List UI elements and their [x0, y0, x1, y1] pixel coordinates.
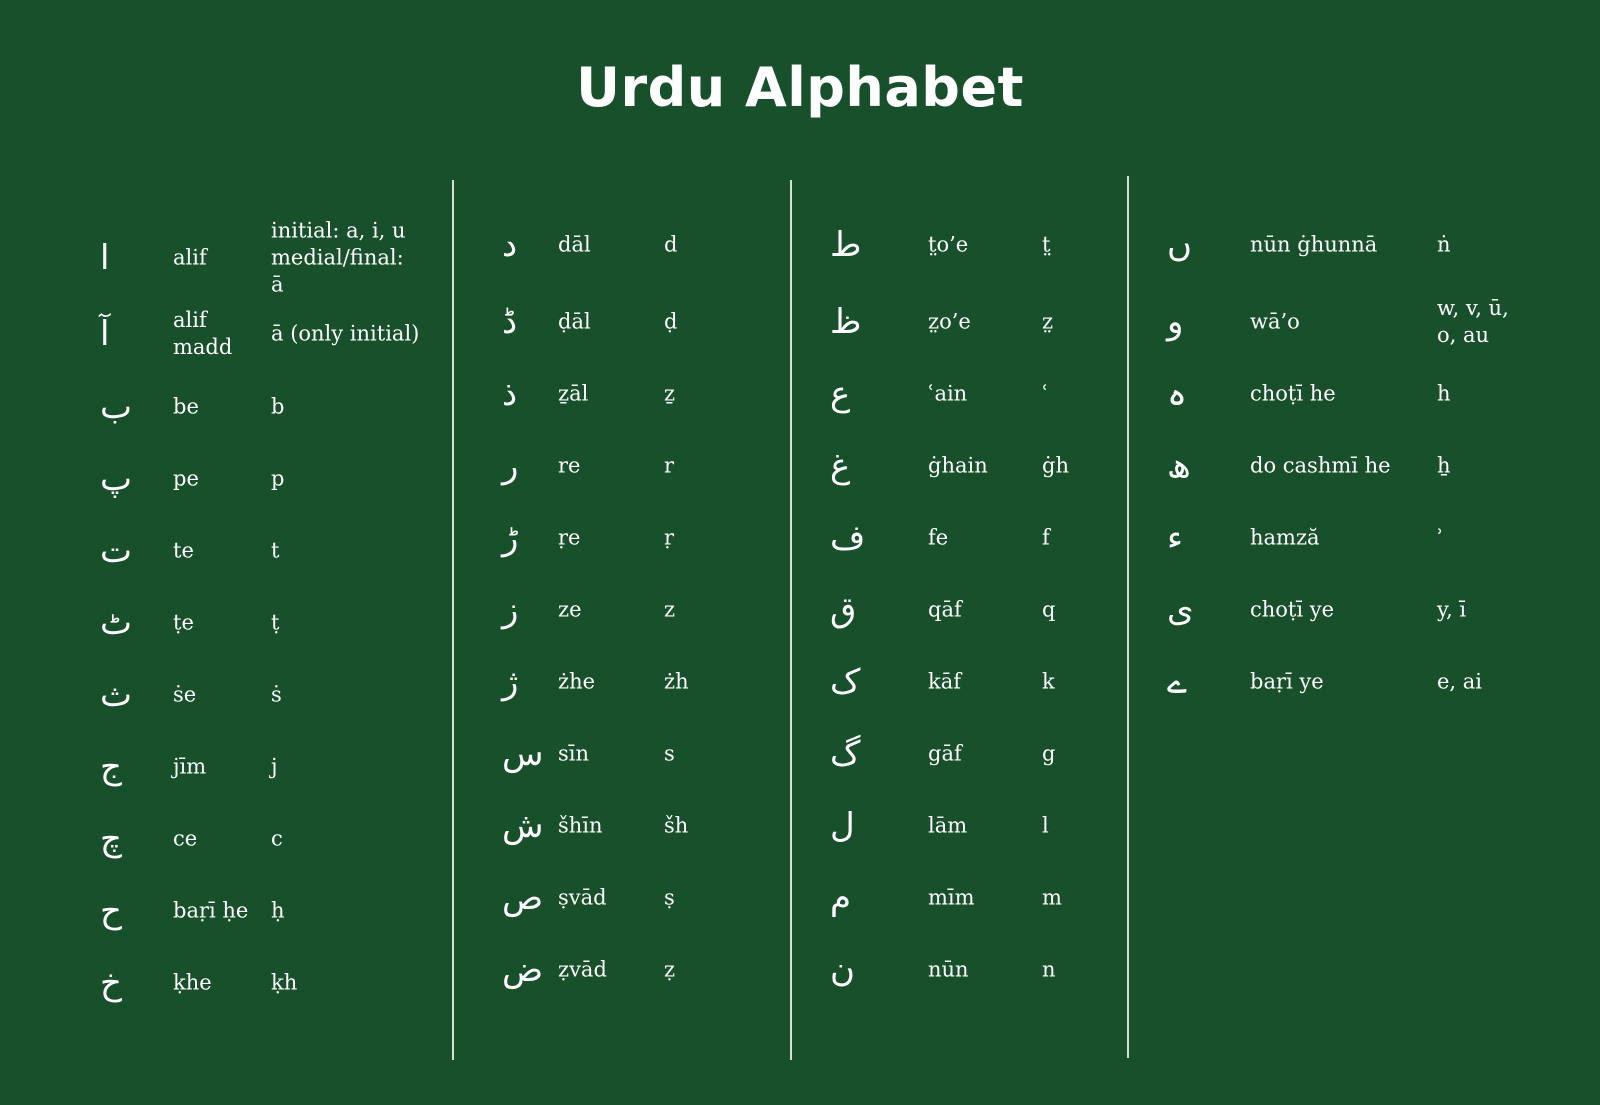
- letter-name: šhīn: [558, 813, 603, 838]
- letter-name: choṭī he: [1250, 381, 1336, 406]
- letter-name: ḳhe: [173, 970, 212, 995]
- letter-name: ṡe: [173, 682, 197, 707]
- urdu-letter-glyph: ص: [502, 878, 544, 918]
- urdu-letter-glyph: م: [830, 878, 852, 918]
- letter-name: ce: [173, 826, 198, 851]
- letter-name: qāf: [928, 597, 962, 622]
- urdu-letter-glyph: چ: [100, 819, 122, 859]
- urdu-letter-glyph: ا: [100, 238, 110, 278]
- letter-name: lām: [928, 813, 968, 838]
- letter-name: mīm: [928, 885, 975, 910]
- letter-name: jīm: [173, 754, 207, 779]
- letter-transliteration: m: [1042, 885, 1062, 910]
- urdu-letter-glyph: ژ: [502, 662, 519, 702]
- letter-name: be: [173, 394, 199, 419]
- letter-transliteration: z̤: [1042, 309, 1054, 334]
- urdu-letter-glyph: ب: [100, 387, 133, 427]
- letter-transliteration: w, v, ū, o, au: [1437, 296, 1509, 347]
- letter-transliteration: f: [1042, 525, 1050, 550]
- urdu-letter-glyph: ض: [502, 950, 544, 990]
- letter-name: z̤o’e: [928, 309, 971, 334]
- urdu-letter-glyph: گ: [830, 734, 861, 774]
- letter-transliteration: g: [1042, 741, 1056, 766]
- letter-name: wā’o: [1250, 309, 1300, 334]
- letter-name: baṛī ḥe: [173, 898, 249, 923]
- alphabet-column: [0, 0, 420, 1105]
- urdu-letter-glyph: س: [502, 734, 544, 774]
- letter-name: ḍāl: [558, 309, 591, 334]
- urdu-letter-glyph: ر: [502, 446, 519, 486]
- letter-name: alif: [173, 245, 207, 270]
- urdu-letter-glyph: ڈ: [502, 302, 518, 342]
- letter-name: kāf: [928, 669, 962, 694]
- letter-name: ṣvād: [558, 885, 607, 910]
- letter-name: ṭe: [173, 610, 194, 635]
- urdu-letter-glyph: ڑ: [502, 518, 519, 558]
- letter-transliteration: ṡ: [271, 682, 282, 707]
- letter-transliteration: l: [1042, 813, 1049, 838]
- letter-transliteration: y, ī: [1437, 597, 1467, 622]
- urdu-letter-glyph: ک: [830, 662, 861, 702]
- letter-transliteration: initial: a, i, u medial/final: ā: [271, 218, 406, 297]
- letter-transliteration: c: [271, 826, 283, 851]
- letter-transliteration: ḳh: [271, 970, 298, 995]
- urdu-letter-glyph: ج: [100, 747, 122, 787]
- urdu-letter-glyph: ف: [830, 518, 866, 558]
- urdu-letter-glyph: ن: [830, 950, 855, 990]
- urdu-letter-glyph: ث: [100, 675, 133, 715]
- urdu-letter-glyph: ش: [502, 806, 544, 846]
- letter-transliteration: ṭ: [271, 610, 280, 635]
- letter-transliteration: ṣ: [664, 885, 675, 910]
- letter-name: ze: [558, 597, 582, 622]
- letter-transliteration: ḥ: [271, 898, 285, 923]
- letter-name: choṭī ye: [1250, 597, 1335, 622]
- urdu-letter-glyph: ح: [100, 891, 122, 931]
- letter-transliteration: t: [271, 538, 280, 563]
- letter-name: alif madd: [173, 308, 233, 359]
- letter-transliteration: šh: [664, 813, 689, 838]
- urdu-letter-glyph: ی: [1167, 590, 1194, 630]
- letter-transliteration: t̤: [1042, 232, 1051, 257]
- alphabet-column: [1127, 0, 1509, 1105]
- letter-transliteration: ṛ: [664, 525, 675, 550]
- urdu-letter-glyph: ں: [1167, 225, 1192, 265]
- letter-name: pe: [173, 466, 199, 491]
- urdu-letter-glyph: غ: [830, 446, 851, 486]
- letter-transliteration: ṅ: [1437, 232, 1451, 257]
- letter-transliteration: e, ai: [1437, 669, 1483, 694]
- letter-transliteration: b: [271, 394, 285, 419]
- letter-transliteration: n: [1042, 957, 1056, 982]
- letter-transliteration: ẕ: [664, 381, 676, 406]
- page-title: Urdu Alphabet: [576, 56, 1024, 119]
- letter-name: hamză: [1250, 525, 1320, 550]
- letter-transliteration: ẓ: [664, 957, 676, 982]
- letter-name: ʿain: [928, 381, 968, 406]
- urdu-letter-glyph: ت: [100, 531, 133, 571]
- letter-name: ṛe: [558, 525, 581, 550]
- letter-transliteration: z: [664, 597, 676, 622]
- urdu-letter-glyph: ظ: [830, 302, 862, 342]
- letter-transliteration: p: [271, 466, 285, 491]
- letter-name: do cashmī he: [1250, 453, 1391, 478]
- letter-transliteration: r: [664, 453, 675, 478]
- letter-transliteration: ʾ: [1437, 525, 1444, 550]
- letter-name: fe: [928, 525, 949, 550]
- urdu-letter-glyph: د: [502, 225, 518, 265]
- alphabet-column: [452, 0, 782, 1105]
- letter-transliteration: żh: [664, 669, 689, 694]
- letter-name: żhe: [558, 669, 596, 694]
- urdu-letter-glyph: ے: [1167, 662, 1187, 702]
- letter-transliteration: ẖ: [1437, 453, 1451, 478]
- letter-transliteration: j: [271, 754, 278, 779]
- urdu-letter-glyph: ہ: [1167, 374, 1187, 414]
- letter-transliteration: ā (only initial): [271, 321, 420, 346]
- letter-name: nūn ġhunnā: [1250, 232, 1378, 257]
- alphabet-column: [790, 0, 1120, 1105]
- urdu-letter-glyph: ء: [1167, 518, 1183, 558]
- letter-transliteration: q: [1042, 597, 1056, 622]
- urdu-letter-glyph: ز: [502, 590, 519, 630]
- urdu-letter-glyph: ق: [830, 590, 857, 630]
- letter-transliteration: k: [1042, 669, 1055, 694]
- letter-name: gāf: [928, 741, 962, 766]
- urdu-letter-glyph: آ: [100, 314, 110, 354]
- letter-name: ẕāl: [558, 381, 589, 406]
- urdu-letter-glyph: ع: [830, 374, 851, 414]
- letter-transliteration: ġh: [1042, 453, 1069, 478]
- urdu-letter-glyph: ذ: [502, 374, 518, 414]
- urdu-letter-glyph: خ: [100, 963, 122, 1003]
- letter-name: dāl: [558, 232, 591, 257]
- urdu-letter-glyph: ل: [830, 806, 855, 846]
- urdu-letter-glyph: ٹ: [100, 603, 133, 643]
- letter-transliteration: d: [664, 232, 678, 257]
- letter-name: t̤o’e: [928, 232, 969, 257]
- letter-transliteration: ḍ: [664, 309, 678, 334]
- letter-name: te: [173, 538, 194, 563]
- urdu-letter-glyph: ھ: [1167, 446, 1191, 486]
- letter-name: nūn: [928, 957, 969, 982]
- urdu-letter-glyph: و: [1167, 302, 1184, 342]
- letter-transliteration: ʿ: [1042, 381, 1049, 406]
- letter-transliteration: s: [664, 741, 675, 766]
- letter-transliteration: h: [1437, 381, 1451, 406]
- letter-name: baṛī ye: [1250, 669, 1324, 694]
- letter-name: ẓvād: [558, 957, 607, 982]
- urdu-letter-glyph: پ: [100, 459, 133, 499]
- urdu-letter-glyph: ط: [830, 225, 862, 265]
- letter-name: re: [558, 453, 581, 478]
- letter-name: ġhain: [928, 453, 988, 478]
- letter-name: sīn: [558, 741, 590, 766]
